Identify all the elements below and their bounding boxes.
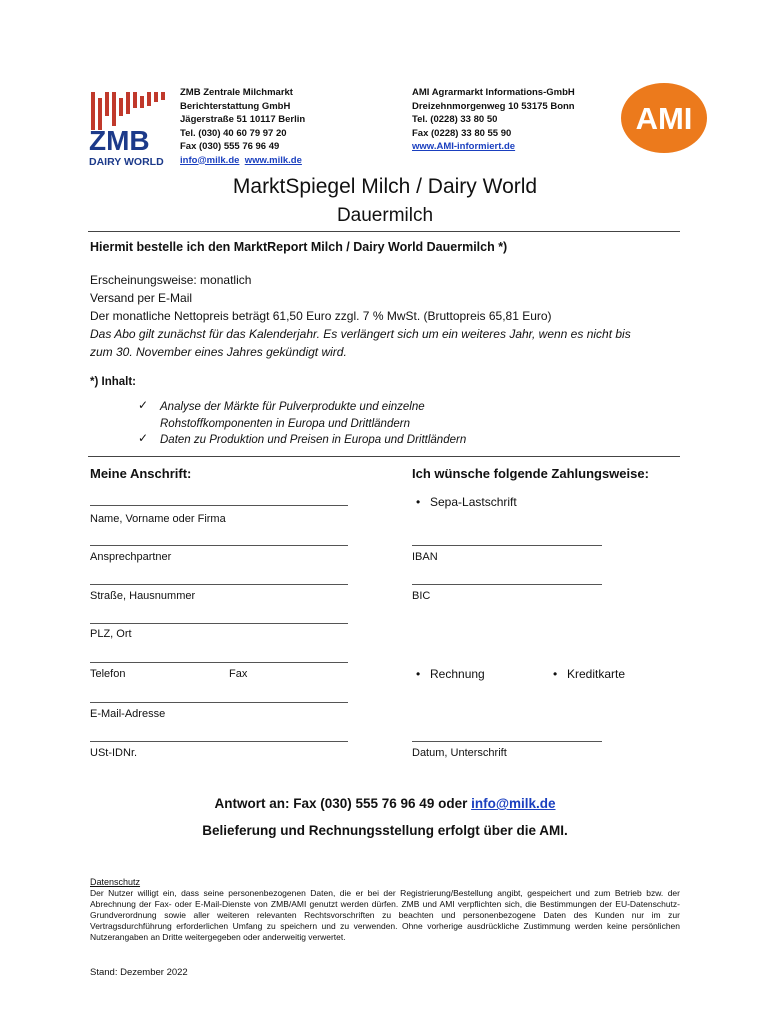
ami-address xyxy=(412,86,575,154)
checkmark-icon: ✓ xyxy=(138,431,149,445)
zmb-logo-text: ZMB xyxy=(89,125,150,156)
signature-label: Datum, Unterschrift xyxy=(412,747,507,759)
section-divider xyxy=(88,456,680,457)
vat-field[interactable] xyxy=(90,741,348,742)
contact-field[interactable] xyxy=(90,545,348,546)
bic-label: BIC xyxy=(412,590,431,602)
detail-line: Versand per E-Mail xyxy=(90,291,193,305)
title-divider xyxy=(88,231,680,232)
contact-label: Ansprechpartner xyxy=(90,551,172,563)
zmb-web-link[interactable]: www.milk.de xyxy=(244,154,302,166)
zmb-address xyxy=(180,86,305,167)
phone-fax-field[interactable] xyxy=(90,662,348,663)
signature-field[interactable] xyxy=(412,741,602,742)
zmb-logo xyxy=(89,88,174,166)
iban-field[interactable] xyxy=(412,545,602,546)
order-statement: Hiermit bestelle ich den MarktReport Milch / Dairy World Dauermilch *) xyxy=(90,240,508,254)
content-item xyxy=(160,432,466,449)
name-label: Name, Vorname oder Firma xyxy=(90,513,226,525)
ami-web-link[interactable]: www.AMI-informiert.de xyxy=(412,141,516,152)
zmb-logo-graphic xyxy=(89,88,174,166)
bullet-icon[interactable]: • xyxy=(416,495,421,509)
phone-label: Telefon xyxy=(90,668,126,680)
fax-label: Fax xyxy=(229,668,248,680)
bic-field[interactable] xyxy=(412,584,602,585)
detail-line: Erscheinungsweise: monatlich xyxy=(90,273,252,287)
content-item-line: Daten zu Produktion und Preisen in Europa und Drittländern xyxy=(160,434,467,446)
content-item-line: Rohstoffkomponenten in Europa und Drittländern xyxy=(160,417,410,430)
ami-logo xyxy=(620,82,708,154)
ami-address-line: Fax (0228) 33 80 55 90 xyxy=(412,127,512,139)
zmb-address-line: Tel. (030) 40 60 79 97 20 xyxy=(180,127,287,139)
address-heading: Meine Anschrift: xyxy=(90,466,192,481)
name-field[interactable] xyxy=(90,505,348,506)
reply-line xyxy=(0,796,770,811)
ami-logo-text: AMI xyxy=(635,101,693,136)
ami-logo-graphic xyxy=(620,82,708,154)
content-item xyxy=(160,399,425,432)
invoice-option[interactable]: Rechnung xyxy=(430,667,485,681)
sepa-option[interactable]: Sepa-Lastschrift xyxy=(430,495,517,509)
reply-text: Antwort an: Fax (030) 555 76 96 49 oder xyxy=(214,796,472,811)
bullet-icon[interactable]: • xyxy=(416,667,421,681)
order-details xyxy=(90,271,631,361)
zmb-address-line: ZMB Zentrale Milchmarkt xyxy=(180,87,293,98)
ami-address-line: Tel. (0228) 33 80 50 xyxy=(412,114,498,125)
zmb-email-link[interactable]: info@milk.de xyxy=(180,154,240,166)
privacy-heading: Datenschutz xyxy=(90,877,141,887)
vat-label: USt-IDNr. xyxy=(90,747,138,759)
payment-heading: Ich wünsche folgende Zahlungsweise: xyxy=(412,466,649,481)
zmb-address-line: Jägerstraße 51 10117 Berlin xyxy=(180,114,306,125)
street-label: Straße, Hausnummer xyxy=(90,590,196,602)
zmb-logo-subtext: DAIRY WORLD xyxy=(89,156,164,166)
zmb-address-line: Fax (030) 555 76 96 49 xyxy=(180,141,280,152)
ami-address-line: Dreizehnmorgenweg 10 53175 Bonn xyxy=(412,100,575,112)
content-label: *) Inhalt: xyxy=(90,376,136,388)
email-field[interactable] xyxy=(90,702,348,703)
zmb-web-links xyxy=(180,154,305,168)
page-subtitle: Dauermilch xyxy=(336,205,434,226)
abo-note-line: Das Abo gilt zunächst für das Kalenderjahr. Es verlängert sich um ein weiteres Jahr, wenn es nicht bis xyxy=(90,327,631,341)
privacy-text: Der Nutzer willigt ein, dass seine personenbezogenen Daten, die er bei der Registrierung/Bestellung angibt, gespeichert und zum Betrieb bzw. der Abrechnung der Fax- oder E-Mail-Dienste von ZMB/AMI genutzt werden dürfen. ZMB und AMI verpflichten sich, die Bestimmungen der EU-Datenschutz-Grundverordnung sowie aller weiteren relevanten Rechtsvorschriften zu beachten und personenbezogene Daten des Kunden nur im zur Vertragsdurchführung erforderlichen Umfang zu speichern und zu verwenden. Ohne vorherige ausdrückliche Zustimmung werden keine persönlichen Nutzerangaben an Dritte weitergegeben oder anderweitig verwertet. xyxy=(90,888,680,942)
checkmark-icon: ✓ xyxy=(138,398,149,412)
card-option[interactable]: Kreditkarte xyxy=(567,667,626,681)
page-title: MarktSpiegel Milch / Dairy World xyxy=(232,175,538,198)
city-label: PLZ, Ort xyxy=(90,628,132,640)
detail-line: Der monatliche Nettopreis beträgt 61,50 Euro zzgl. 7 % MwSt. (Bruttopreis 65,81 Euro) xyxy=(90,309,552,323)
abo-note-line: zum 30. November eines Jahres gekündigt wird. xyxy=(90,345,347,359)
street-field[interactable] xyxy=(90,584,348,585)
content-item-line: Analyse der Märkte für Pulverprodukte und einzelne xyxy=(160,401,425,413)
reply-email-link[interactable]: info@milk.de xyxy=(471,796,556,811)
city-field[interactable] xyxy=(90,623,348,624)
document-date: Stand: Dezember 2022 xyxy=(90,967,188,978)
bullet-icon[interactable]: • xyxy=(553,667,558,681)
ami-address-line: AMI Agrarmarkt Informations-GmbH xyxy=(412,87,575,98)
delivery-note: Belieferung und Rechnungsstellung erfolgt über die AMI. xyxy=(202,823,568,838)
iban-label: IBAN xyxy=(412,551,438,563)
email-label: E-Mail-Adresse xyxy=(90,708,166,720)
zmb-address-line: Berichterstattung GmbH xyxy=(180,100,291,112)
